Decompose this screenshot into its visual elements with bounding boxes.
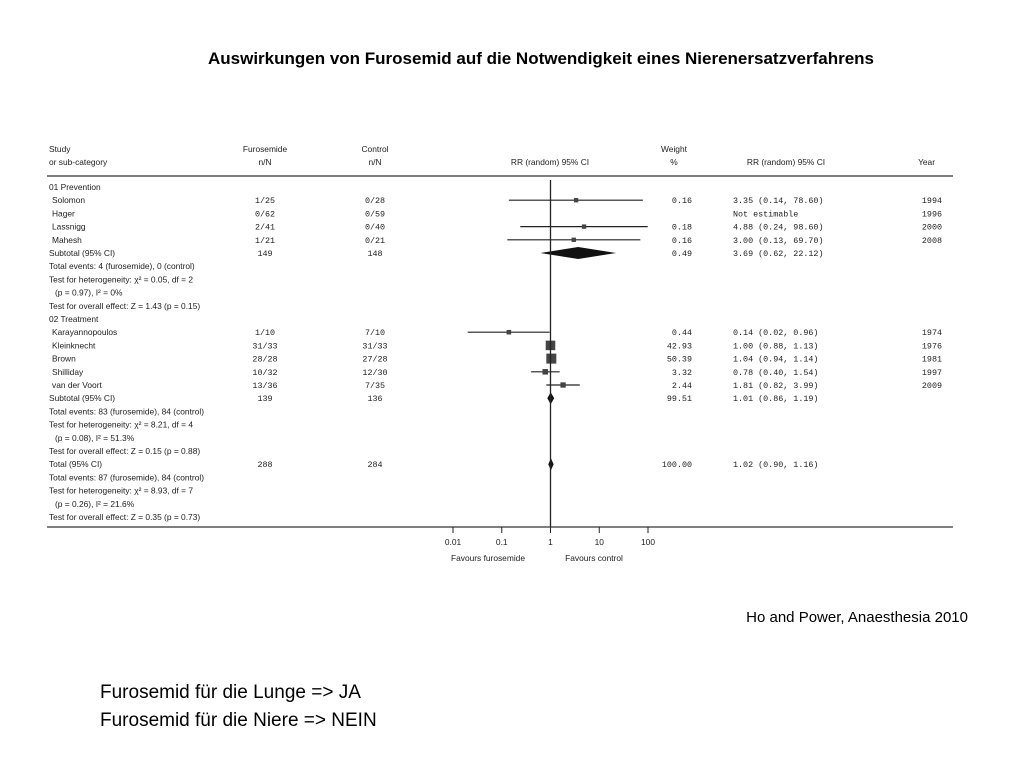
group-note: Test for overall effect: Z = 1.43 (p = 0.15) xyxy=(49,300,201,311)
study-name: Lassnigg xyxy=(52,221,86,232)
year-value: 1996 xyxy=(921,209,942,220)
favours-right-label: Favours control xyxy=(565,553,623,563)
header-control-nN: n/N xyxy=(368,157,382,167)
header-control: Control xyxy=(361,144,389,154)
study-name: Karayannopoulos xyxy=(52,327,118,338)
x-tick-label: 0.1 xyxy=(495,537,508,547)
control-value: 7/10 xyxy=(364,328,386,339)
group-note: Total events: 4 (furosemide), 0 (control) xyxy=(49,261,195,272)
weight-value: 50.39 xyxy=(666,354,692,365)
subtotal-label: Subtotal (95% CI) xyxy=(49,393,116,404)
furosemide-value: 149 xyxy=(257,249,273,259)
control-value: 12/30 xyxy=(362,367,388,378)
ci-value: Not estimable xyxy=(733,209,799,220)
study-name: Solomon xyxy=(52,195,86,206)
total-note: Test for heterogeneity: χ² = 8.93, df = 7 xyxy=(49,485,194,496)
citation: Ho and Power, Anaesthesia 2010 xyxy=(746,609,968,626)
header-weight-pct: % xyxy=(670,157,678,167)
effect-square xyxy=(542,369,548,375)
weight-value: 0.16 xyxy=(671,196,692,207)
ci-value: 1.81 (0.82, 3.99) xyxy=(733,381,819,391)
weight-value: 100.00 xyxy=(661,460,692,471)
furosemide-value: 31/33 xyxy=(252,341,278,352)
furosemide-value: 28/28 xyxy=(252,354,278,365)
study-name: Kleinknecht xyxy=(52,340,96,351)
ci-value: 3.69 (0.62, 22.12) xyxy=(733,249,824,259)
ci-value: 3.35 (0.14, 78.60) xyxy=(733,196,824,207)
weight-value: 2.44 xyxy=(671,381,692,391)
ci-value: 0.14 (0.02, 0.96) xyxy=(733,328,819,339)
control-value: 27/28 xyxy=(362,354,388,365)
year-value: 1997 xyxy=(921,367,942,378)
slide-title: Auswirkungen von Furosemid auf die Notwendigkeit eines Nierenersatzverfahrens xyxy=(208,49,874,68)
x-tick-label: 100 xyxy=(641,537,655,547)
total-label: Total (95% CI) xyxy=(49,459,103,470)
furosemide-value: 1/21 xyxy=(254,235,276,246)
year-value: 2008 xyxy=(921,235,942,246)
conclusion-kidney: Furosemid für die Niere => NEIN xyxy=(100,710,377,731)
group-note: Test for heterogeneity: χ² = 0.05, df = 2 xyxy=(49,274,194,285)
group-note: (p = 0.97), I² = 0% xyxy=(55,287,123,298)
weight-value: 3.32 xyxy=(671,367,692,378)
year-value: 1981 xyxy=(921,354,942,365)
header-year: Year xyxy=(918,157,935,167)
furosemide-value: 0/62 xyxy=(254,209,276,220)
x-tick-label: 0.01 xyxy=(444,537,462,547)
control-value: 136 xyxy=(367,394,383,405)
ci-value: 3.00 (0.13, 69.70) xyxy=(733,235,824,246)
header-ci: RR (random) 95% CI xyxy=(746,157,826,167)
conclusion-lung: Furosemid für die Lunge => JA xyxy=(100,682,361,703)
weight-value: 42.93 xyxy=(666,341,692,352)
year-value: 1974 xyxy=(921,328,942,339)
year-value: 2000 xyxy=(921,222,942,233)
group-note: (p = 0.08), I² = 51.3% xyxy=(55,432,135,443)
study-name: Brown xyxy=(52,353,76,364)
study-name: van der Voort xyxy=(52,380,102,390)
control-value: 0/59 xyxy=(364,209,386,220)
header-weight: Weight xyxy=(661,144,687,154)
effect-square xyxy=(574,198,578,202)
control-value: 7/35 xyxy=(364,381,386,391)
favours-left-label: Favours furosemide xyxy=(450,553,526,563)
study-name: Shilliday xyxy=(52,366,84,377)
x-tick-label: 1 xyxy=(548,537,553,547)
control-value: 148 xyxy=(367,249,383,259)
furosemide-value: 2/41 xyxy=(254,222,276,233)
effect-square xyxy=(582,224,586,228)
effect-square xyxy=(546,354,556,364)
total-note: (p = 0.26), I² = 21.6% xyxy=(55,498,135,509)
control-value: 284 xyxy=(367,460,383,471)
group-label: 01 Prevention xyxy=(49,182,101,192)
effect-square xyxy=(507,330,512,335)
header-study: Study xyxy=(49,144,71,154)
weight-value: 99.51 xyxy=(666,394,692,405)
year-value: 1976 xyxy=(921,341,942,352)
effect-square xyxy=(572,238,576,242)
group-label: 02 Treatment xyxy=(49,314,99,324)
ci-value: 1.00 (0.88, 1.13) xyxy=(733,341,819,352)
total-note: Total events: 87 (furosemide), 84 (control) xyxy=(49,472,205,483)
header-furosemide: Furosemide xyxy=(242,144,288,154)
subtotal-diamond xyxy=(540,247,616,259)
furosemide-value: 13/36 xyxy=(252,381,278,391)
year-value: 1994 xyxy=(921,196,942,207)
ci-value: 1.02 (0.90, 1.16) xyxy=(733,460,819,471)
header-furosemide-nN: n/N xyxy=(258,157,272,167)
weight-value: 0.16 xyxy=(671,235,692,246)
total-note: Test for overall effect: Z = 0.35 (p = 0.73) xyxy=(49,512,201,522)
ci-value: 0.78 (0.40, 1.54) xyxy=(733,367,819,378)
ci-value: 1.01 (0.86, 1.19) xyxy=(733,394,819,405)
group-note: Total events: 83 (furosemide), 84 (control) xyxy=(49,406,205,417)
weight-value: 0.49 xyxy=(671,249,692,259)
control-value: 31/33 xyxy=(362,341,388,352)
header-subcategory: or sub-category xyxy=(49,157,108,167)
x-tick-label: 10 xyxy=(594,537,604,547)
furosemide-value: 1/10 xyxy=(254,328,276,339)
control-value: 0/28 xyxy=(364,196,386,207)
group-note: Test for heterogeneity: χ² = 8.21, df = 4 xyxy=(49,419,194,430)
furosemide-value: 139 xyxy=(257,394,273,405)
weight-value: 0.18 xyxy=(671,222,692,233)
year-value: 2009 xyxy=(921,381,942,391)
control-value: 0/21 xyxy=(364,235,386,246)
ci-value: 1.04 (0.94, 1.14) xyxy=(733,354,819,365)
control-value: 0/40 xyxy=(364,222,386,233)
header-plot-ci: RR (random) 95% CI xyxy=(510,157,590,167)
furosemide-value: 288 xyxy=(257,460,273,471)
effect-square xyxy=(560,382,565,387)
furosemide-value: 10/32 xyxy=(252,367,278,378)
study-name: Hager xyxy=(52,208,75,219)
study-name: Mahesh xyxy=(52,234,82,245)
ci-value: 4.88 (0.24, 98.60) xyxy=(733,222,824,233)
group-note: Test for overall effect: Z = 0.15 (p = 0.88) xyxy=(49,446,201,456)
subtotal-label: Subtotal (95% CI) xyxy=(49,248,116,258)
weight-value: 0.44 xyxy=(671,328,692,339)
furosemide-value: 1/25 xyxy=(254,196,276,207)
